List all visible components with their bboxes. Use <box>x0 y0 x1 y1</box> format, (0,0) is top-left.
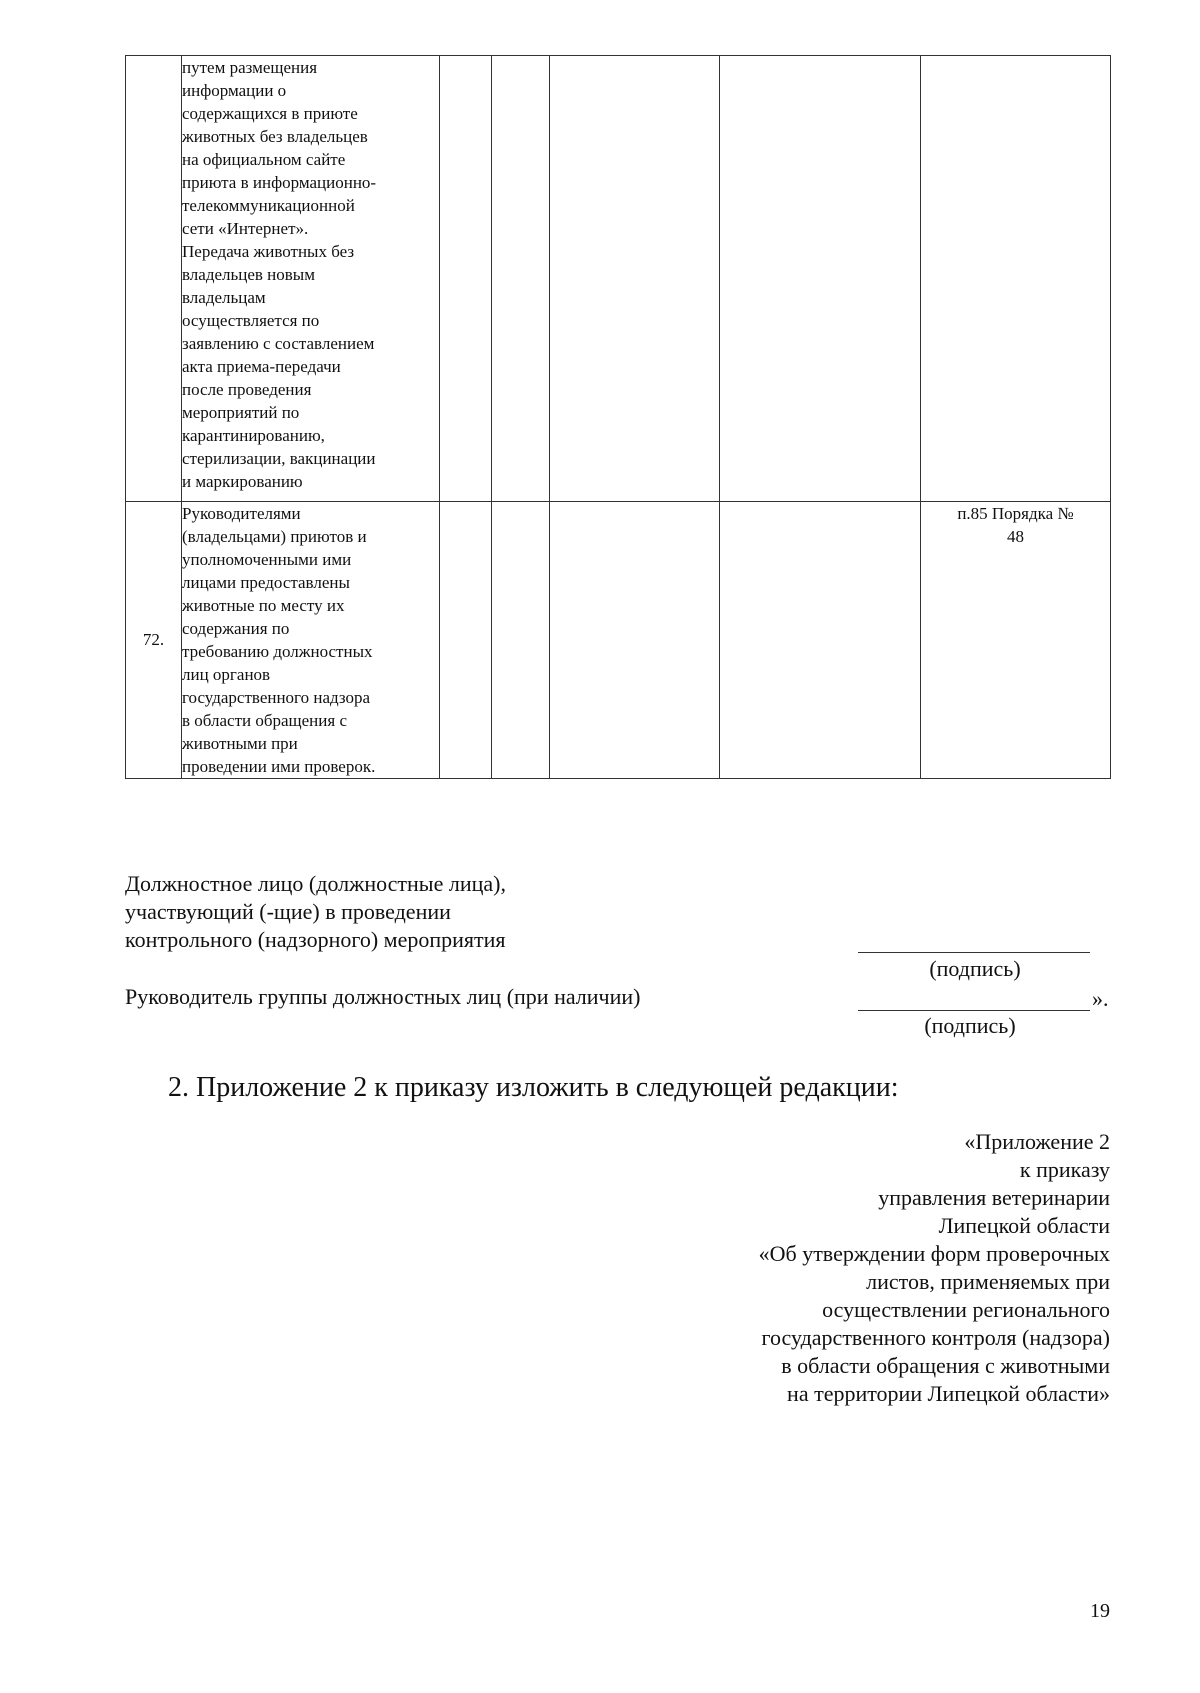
text-line: содержания по <box>182 619 290 638</box>
text-line: животными при <box>182 734 298 753</box>
text-line: информации о <box>182 81 287 100</box>
text-line: путем размещения <box>182 58 318 77</box>
answer-yes-cell <box>440 56 492 502</box>
official-label-line: Должностное лицо (должностные лица), <box>125 871 506 896</box>
text-line: животных без владельцев <box>182 127 368 146</box>
text-line: осуществлении регионального <box>822 1297 1110 1322</box>
row-number-cell: 72. <box>126 502 182 779</box>
text-line: п.85 Порядка № <box>957 504 1074 523</box>
page-number: 19 <box>1090 1600 1110 1622</box>
text-line: в области обращения с животными <box>781 1353 1110 1378</box>
official-signature-caption: (подпись) <box>929 956 1021 981</box>
text-line: владельцам <box>182 288 266 307</box>
text-line: (владельцами) приютов и <box>182 527 367 546</box>
text-line: после проведения <box>182 380 312 399</box>
answer-no-cell <box>492 502 550 779</box>
text-line: государственного контроля (надзора) <box>761 1325 1110 1350</box>
comment-cell <box>720 502 921 779</box>
text-line: содержащихся в приюте <box>182 104 358 123</box>
text-line: и маркированию <box>182 472 303 491</box>
item-2-paragraph: 2. Приложение 2 к приказу изложить в следующей редакции: <box>168 1072 899 1103</box>
official-signature-line <box>858 952 1090 953</box>
text-line: Передача животных без <box>182 242 355 261</box>
checklist-table <box>125 55 1111 779</box>
text-line: сети «Интернет». <box>182 219 309 238</box>
text-line: листов, применяемых при <box>866 1269 1110 1294</box>
text-line: животные по месту их <box>182 596 345 615</box>
text-line: акта приема-передачи <box>182 357 341 376</box>
requirement-cell <box>182 502 440 779</box>
text-line: на территории Липецкой области» <box>787 1381 1110 1406</box>
text-line: лиц органов <box>182 665 271 684</box>
answer-no-cell <box>492 56 550 502</box>
text-line: лицами предоставлены <box>182 573 350 592</box>
text-line: государственного надзора <box>182 688 371 707</box>
answer-na-cell <box>550 502 720 779</box>
text-line: карантинированию, <box>182 426 325 445</box>
text-line: требованию должностных <box>182 642 373 661</box>
leader-signature-label: Руководитель группы должностных лиц (при наличии) <box>125 984 641 1009</box>
text-line: 48 <box>1007 527 1024 546</box>
text-line: осуществляется по <box>182 311 320 330</box>
table-row <box>126 56 1111 502</box>
text-line: «Об утверждении форм проверочных <box>758 1241 1110 1266</box>
official-signature-label <box>125 870 506 954</box>
official-label-line: участвующий (-щие) в проведении <box>125 899 451 924</box>
text-line: проведении ими проверок. <box>182 757 376 776</box>
text-line: управления ветеринарии <box>878 1185 1110 1210</box>
text-line: заявлению с составлением <box>182 334 375 353</box>
norm-reference-cell <box>921 56 1111 502</box>
leader-signature-line <box>858 1010 1090 1011</box>
text-line: мероприятий по <box>182 403 300 422</box>
text-line: в области обращения с <box>182 711 347 730</box>
text-line: на официальном сайте <box>182 150 346 169</box>
text-line: Руководителями <box>182 504 301 523</box>
appendix-header <box>590 1128 1110 1408</box>
closing-quote: ». <box>1092 986 1109 1011</box>
text-line: «Приложение 2 <box>964 1129 1110 1154</box>
norm-reference-cell <box>921 502 1111 779</box>
text-line: к приказу <box>1019 1157 1110 1182</box>
leader-signature-caption: (подпись) <box>924 1013 1016 1038</box>
table-row <box>126 502 1111 779</box>
text-line: стерилизации, вакцинации <box>182 449 376 468</box>
text-line: телекоммуникационной <box>182 196 355 215</box>
text-line: Липецкой области <box>938 1213 1110 1238</box>
answer-yes-cell <box>440 502 492 779</box>
text-line: уполномоченными ими <box>182 550 352 569</box>
official-label-line: контрольного (надзорного) мероприятия <box>125 927 506 952</box>
answer-na-cell <box>550 56 720 502</box>
text-line: владельцев новым <box>182 265 315 284</box>
comment-cell <box>720 56 921 502</box>
text-line: приюта в информационно- <box>182 173 377 192</box>
requirement-cell <box>182 56 440 502</box>
row-number-cell <box>126 56 182 502</box>
